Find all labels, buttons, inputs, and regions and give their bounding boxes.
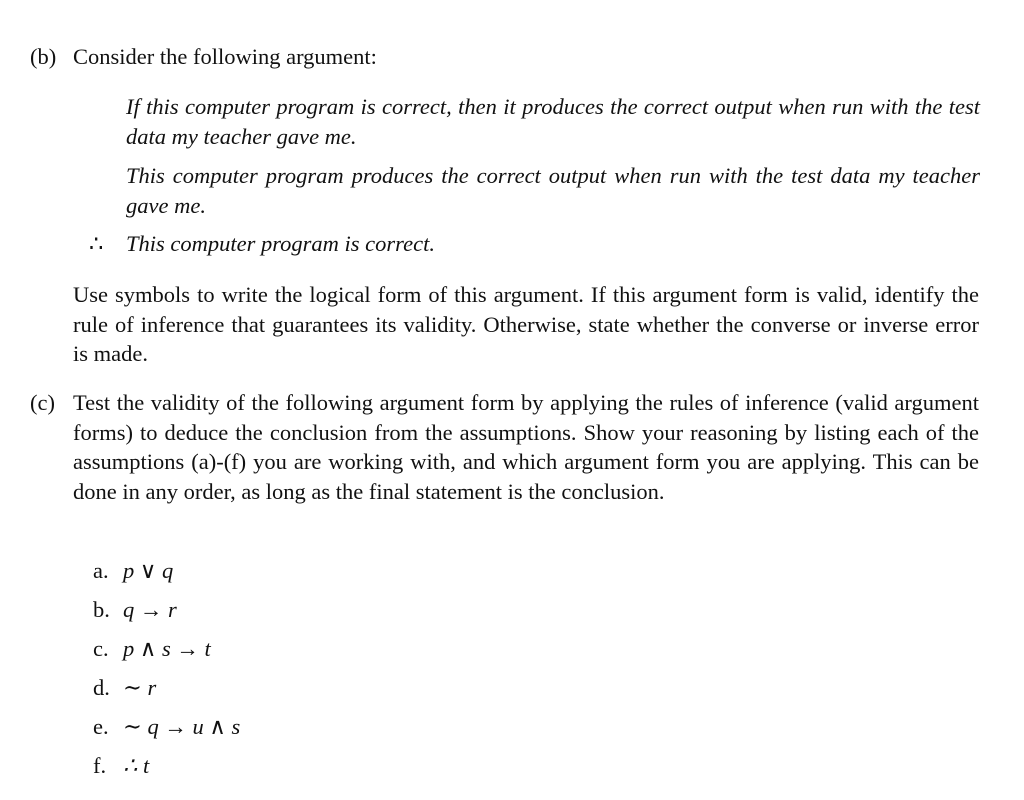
part-b-label: (b) — [30, 44, 57, 69]
list-item — [93, 751, 149, 781]
item-letter: a. — [93, 558, 109, 583]
item-formula: ∼ q → u ∧ s — [123, 714, 241, 739]
item-formula: p ∨ q — [123, 558, 174, 583]
item-letter: b. — [93, 597, 110, 622]
conclusion: This computer program is correct. — [126, 231, 435, 256]
item-formula: ∼ r — [123, 675, 157, 700]
premise-2: This computer program produces the correct output when run with the test data my teacher gave me. — [126, 163, 980, 218]
therefore-symbol: ∴ — [89, 231, 104, 256]
list-item — [93, 634, 211, 664]
part-c-label: (c) — [30, 390, 55, 415]
part-c-instruction: Test the validity of the following argument form by applying the rules of inference (valid argument forms) to deduce the conclusion from the assumptions. Show your reasoning by listing each of the assumptions (a)-(f) you are working with, and which argument form you are applying. This can be done in any order, as long as the final statement is the conclusion. — [73, 390, 979, 504]
list-item — [93, 556, 173, 586]
part-b-instruction: Use symbols to write the logical form of this argument. If this argument form is valid, identify the rule of inference that guarantees its validity. Otherwise, state whether the converse or inverse error is made. — [73, 282, 979, 366]
item-formula: ∴ t — [123, 753, 150, 778]
item-letter: d. — [93, 675, 110, 700]
item-letter: c. — [93, 636, 109, 661]
item-formula: q → r — [123, 597, 177, 622]
item-formula: p ∧ s → t — [123, 636, 211, 661]
list-item — [93, 595, 177, 625]
item-letter: f. — [93, 753, 107, 778]
list-item — [93, 712, 240, 742]
part-b-intro: Consider the following argument: — [73, 44, 377, 69]
item-letter: e. — [93, 714, 109, 739]
premise-1: If this computer program is correct, then it produces the correct output when run with the test data my teacher gave me. — [126, 94, 980, 149]
list-item — [93, 673, 156, 703]
